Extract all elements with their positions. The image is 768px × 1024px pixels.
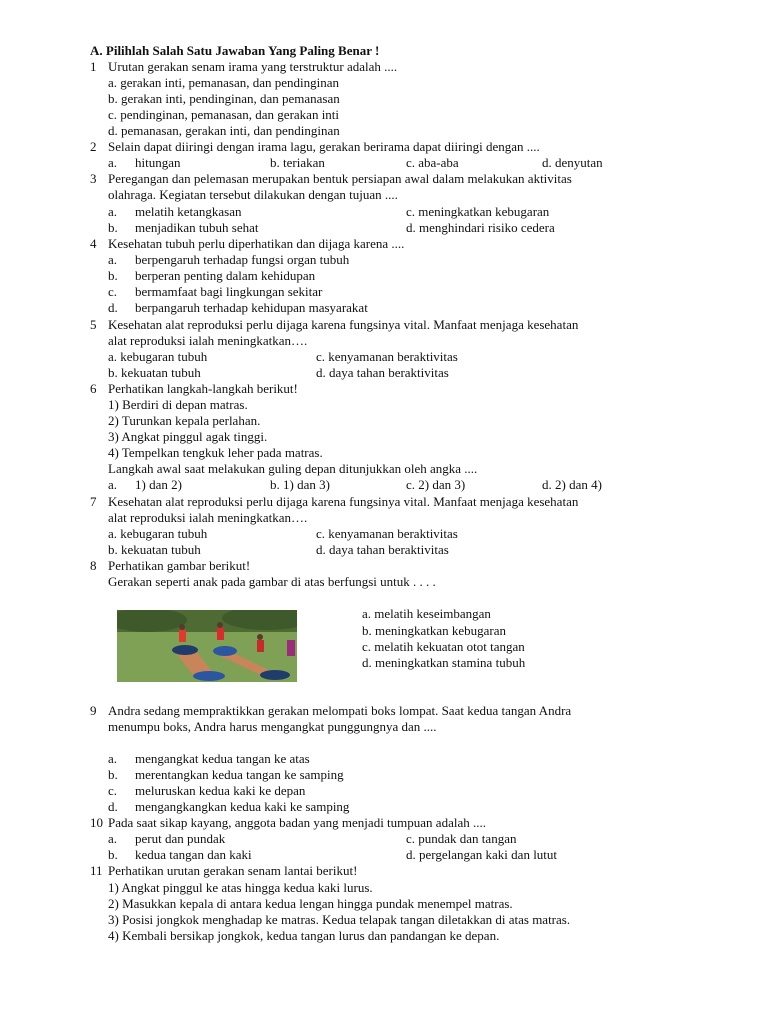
q3-option-b-letter: b. [108,220,118,235]
q7-option-d: d. daya tahan beraktivitas [316,542,449,557]
q1-option-d: d. pemanasan, gerakan inti, dan pendinginan [108,123,340,138]
q6-step-2: 2) Turunkan kepala perlahan. [108,413,261,428]
q4-option-a: berpengaruh terhadap fungsi organ tubuh [135,252,350,267]
q4-option-a-letter: a. [108,252,118,267]
q11-step-4: 4) Kembali bersikap jongkok, kedua tangan lurus dan pandangan ke depan. [108,928,500,943]
q10-option-c: c. pundak dan tangan [406,831,517,846]
q1-option-b: b. gerakan inti, pendinginan, dan pemanasan [108,91,340,106]
q6-step-3: 3) Angkat pinggul agak tinggi. [108,429,268,444]
q2-option-c: c. aba-aba [406,155,459,170]
q6-option-a: 1) dan 2) [135,477,182,492]
q9-option-a: mengangkat kedua tangan ke atas [135,751,310,766]
q8-number: 8 [90,558,97,573]
q5-option-c: c. kenyamanan beraktivitas [316,349,458,364]
q9-option-b-letter: b. [108,767,118,782]
q1-number: 1 [90,59,97,74]
q2-option-a: hitungan [135,155,181,170]
q4-option-d: berpangaruh terhadap kehidupan masyarakat [135,300,368,315]
q5-number: 5 [90,317,97,332]
q2-option-d: d. denyutan [542,155,603,170]
q6-number: 6 [90,381,97,396]
q9-number: 9 [90,703,97,718]
q8-option-b: b. meningkatkan kebugaran [362,623,507,638]
q3-option-d: d. menghindari risiko cedera [406,220,555,235]
q1-text: Urutan gerakan senam irama yang terstruktur adalah .... [108,59,398,74]
q4-option-b-letter: b. [108,268,118,283]
q6-option-c: c. 2) dan 3) [406,477,466,492]
q6-text: Perhatikan langkah-langkah berikut! [108,381,298,396]
q9-text-line2: menumpu boks, Andra harus mengangkat punggungnya dan .... [108,719,437,734]
q7-option-c: c. kenyamanan beraktivitas [316,526,458,541]
q3-text-line1: Peregangan dan pelemasan merupakan bentuk persiapan awal dalam melakukan aktivitas [108,171,572,186]
q10-text: Pada saat sikap kayang, anggota badan yang menjadi tumpuan adalah .... [108,815,486,830]
photo-illustration [117,610,297,682]
q10-number: 10 [90,815,103,830]
q5-text-line1: Kesehatan alat reproduksi perlu dijaga karena fungsinya vital. Manfaat menjaga kesehatan [108,317,579,332]
q3-option-a: melatih ketangkasan [135,204,242,219]
q9-option-b: merentangkan kedua tangan ke samping [135,767,344,782]
q3-text-line2: olahraga. Kegiatan tersebut dilakukan dengan tujuan .... [108,187,398,202]
q6-step-4: 4) Tempelkan tengkuk leher pada matras. [108,445,323,460]
q7-option-a: a. kebugaran tubuh [108,526,208,541]
children-balance-photo [117,610,297,682]
q8-text: Perhatikan gambar berikut! [108,558,251,573]
q10-option-b: kedua tangan dan kaki [135,847,252,862]
q5-option-d: d. daya tahan beraktivitas [316,365,449,380]
q10-option-d: d. pergelangan kaki dan lutut [406,847,558,862]
q4-option-b: berperan penting dalam kehidupan [135,268,316,283]
q9-option-d-letter: d. [108,799,118,814]
q8-option-a: a. melatih keseimbangan [362,606,491,621]
q3-number: 3 [90,171,97,186]
q2-number: 2 [90,139,97,154]
q4-option-c-letter: c. [108,284,118,299]
q7-text-line1: Kesehatan alat reproduksi perlu dijaga karena fungsinya vital. Manfaat menjaga kesehatan [108,494,579,509]
q10-option-b-letter: b. [108,847,118,862]
q5-option-b: b. kekuatan tubuh [108,365,201,380]
q4-number: 4 [90,236,97,251]
q7-number: 7 [90,494,97,509]
q3-option-c: c. meningkatkan kebugaran [406,204,550,219]
q9-option-a-letter: a. [108,751,118,766]
q10-option-a: perut dan pundak [135,831,226,846]
q9-option-c: meluruskan kedua kaki ke depan [135,783,306,798]
q5-text-line2: alat reproduksi ialah meningkatkan…. [108,333,308,348]
q4-option-c: bermamfaat bagi lingkungan sekitar [135,284,323,299]
q10-option-a-letter: a. [108,831,118,846]
q7-text-line2: alat reproduksi ialah meningkatkan…. [108,510,308,525]
q8-option-d: d. meningkatkan stamina tubuh [362,655,526,670]
q4-option-d-letter: d. [108,300,118,315]
q6-option-d: d. 2) dan 4) [542,477,602,492]
q8-question: Gerakan seperti anak pada gambar di atas berfungsi untuk . . . . [108,574,436,589]
q6-option-a-letter: a. [108,477,118,492]
q6-step-1: 1) Berdiri di depan matras. [108,397,248,412]
q3-option-a-letter: a. [108,204,118,219]
q11-step-3: 3) Posisi jongkok menghadap ke matras. Kedua telapak tangan diletakkan di atas matras. [108,912,571,927]
q5-option-a: a. kebugaran tubuh [108,349,208,364]
section-heading: A. Pilihlah Salah Satu Jawaban Yang Paling Benar ! [90,43,380,58]
q11-text: Perhatikan urutan gerakan senam lantai berikut! [108,863,358,878]
q11-step-2: 2) Masukkan kepala di antara kedua lengan hingga pundak menempel matras. [108,896,513,911]
q11-step-1: 1) Angkat pinggul ke atas hingga kedua kaki lurus. [108,880,373,895]
q4-text: Kesehatan tubuh perlu diperhatikan dan dijaga karena .... [108,236,405,251]
q1-option-a: a. gerakan inti, pemanasan, dan pendinginan [108,75,340,90]
q2-text: Selain dapat diiringi dengan irama lagu, gerakan berirama dapat diiringi dengan .... [108,139,540,154]
q1-option-c: c. pendinginan, pemanasan, dan gerakan inti [108,107,340,122]
q9-option-c-letter: c. [108,783,118,798]
q8-option-c: c. melatih kekuatan otot tangan [362,639,525,654]
q11-number: 11 [90,863,103,878]
q9-text-line1: Andra sedang mempraktikkan gerakan melompati boks lompat. Saat kedua tangan Andra [108,703,572,718]
q7-option-b: b. kekuatan tubuh [108,542,201,557]
q3-option-b: menjadikan tubuh sehat [135,220,259,235]
q9-option-d: mengangkangkan kedua kaki ke samping [135,799,350,814]
q6-question: Langkah awal saat melakukan guling depan ditunjukkan oleh angka .... [108,461,478,476]
q2-option-a-letter: a. [108,155,118,170]
q6-option-b: b. 1) dan 3) [270,477,330,492]
q2-option-b: b. teriakan [270,155,325,170]
